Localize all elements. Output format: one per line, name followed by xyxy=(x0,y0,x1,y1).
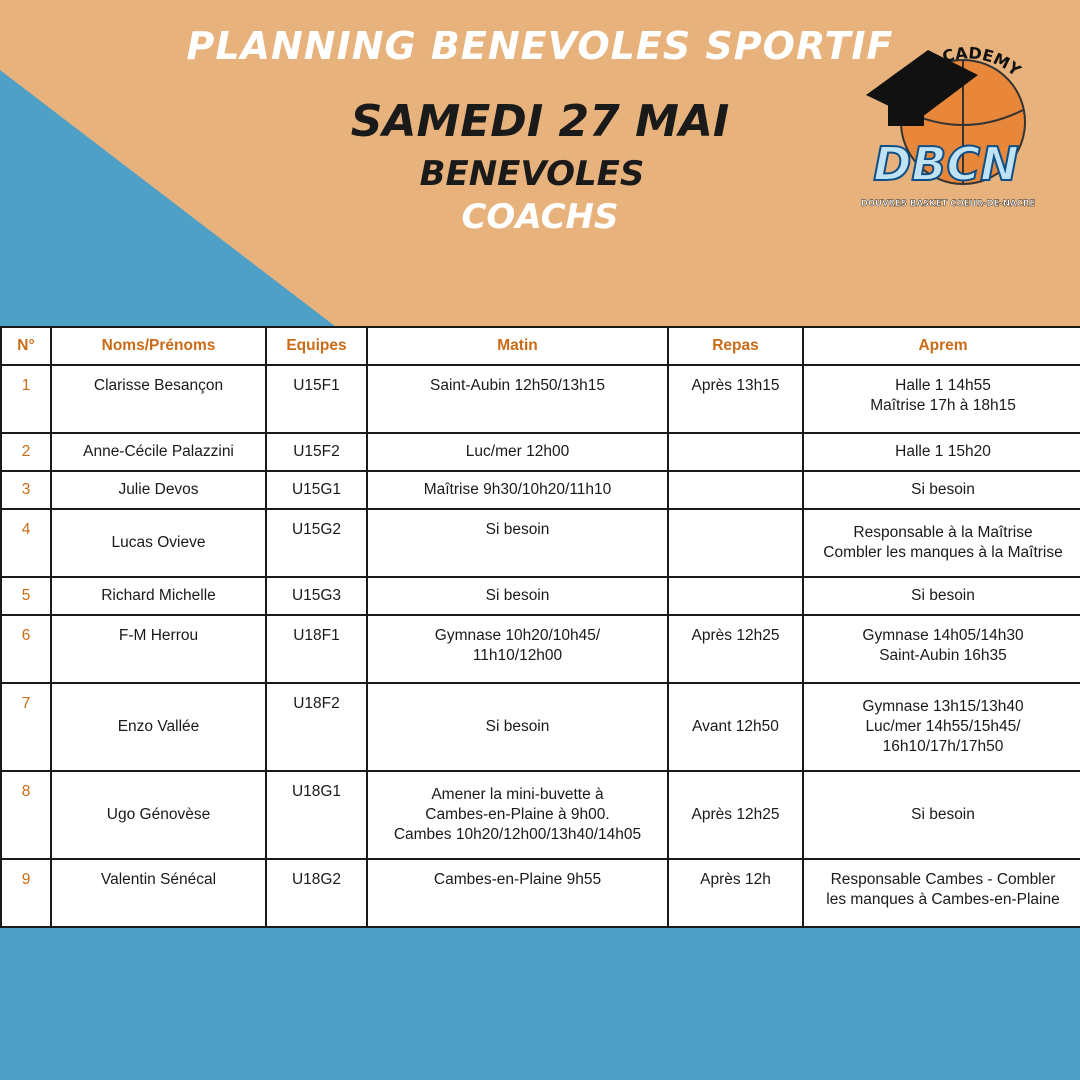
table-row xyxy=(1,859,1080,927)
row-afternoon xyxy=(803,683,1080,771)
row-number: 4 xyxy=(1,509,51,577)
row-number: 6 xyxy=(1,615,51,683)
table-row xyxy=(1,433,1080,471)
row-meal: Après 12h25 xyxy=(668,615,803,683)
row-morning xyxy=(367,471,668,509)
subtitle-benevoles: BENEVOLES xyxy=(419,154,645,194)
table-row xyxy=(1,615,1080,683)
table-row xyxy=(1,577,1080,615)
cell-line: Luc/mer 14h55/15h45/ xyxy=(865,718,1021,735)
row-team: U18G2 xyxy=(266,859,367,927)
row-afternoon xyxy=(803,471,1080,509)
row-morning xyxy=(367,683,668,771)
cell-line: les manques à Cambes-en-Plaine xyxy=(826,891,1060,908)
table-row xyxy=(1,509,1080,577)
header-afternoon: Aprem xyxy=(803,327,1080,365)
row-team: U18F1 xyxy=(266,615,367,683)
logo-bottom-text: DOUVRES BASKET COEUR-DE-NACRE xyxy=(860,199,1036,209)
volunteer-schedule-table xyxy=(0,326,1080,928)
cell-line: 16h10/17h/17h50 xyxy=(882,738,1004,755)
cell-line: Luc/mer 12h00 xyxy=(465,443,570,460)
svg-text:ACADEMY: ACADEMY xyxy=(926,43,1025,80)
row-number: 1 xyxy=(1,365,51,433)
row-name: Richard Michelle xyxy=(51,577,266,615)
cell-line: Gymnase 13h15/13h40 xyxy=(862,698,1024,715)
row-morning xyxy=(367,433,668,471)
table-row xyxy=(1,471,1080,509)
row-morning xyxy=(367,615,668,683)
row-number: 3 xyxy=(1,471,51,509)
row-team: U15F2 xyxy=(266,433,367,471)
row-team: U15G2 xyxy=(266,509,367,577)
cell-line: Si besoin xyxy=(911,806,975,823)
cell-line: Halle 1 15h20 xyxy=(895,443,991,460)
cell-line: Saint-Aubin 12h50/13h15 xyxy=(430,377,605,394)
row-number: 9 xyxy=(1,859,51,927)
row-team: U15F1 xyxy=(266,365,367,433)
row-afternoon xyxy=(803,615,1080,683)
row-meal xyxy=(668,433,803,471)
cell-line: Si besoin xyxy=(911,587,975,604)
row-number: 8 xyxy=(1,771,51,859)
row-team: U15G1 xyxy=(266,471,367,509)
table-header-row xyxy=(1,327,1080,365)
header-number: N° xyxy=(1,327,51,365)
row-name: Anne-Cécile Palazzini xyxy=(51,433,266,471)
cell-line: Saint-Aubin 16h35 xyxy=(879,647,1007,664)
row-morning xyxy=(367,577,668,615)
row-name: Julie Devos xyxy=(51,471,266,509)
cell-line: Si besoin xyxy=(911,481,975,498)
cell-line: Gymnase 14h05/14h30 xyxy=(862,627,1024,644)
row-name: Ugo Génovèse xyxy=(51,771,266,859)
table-row xyxy=(1,683,1080,771)
cell-line: Cambes-en-Plaine à 9h00. xyxy=(425,806,610,823)
cell-line: Cambes-en-Plaine 9h55 xyxy=(433,871,602,888)
row-meal: Après 12h25 xyxy=(668,771,803,859)
cell-line: Cambes 10h20/12h00/13h40/14h05 xyxy=(393,826,642,843)
row-morning xyxy=(367,771,668,859)
row-meal xyxy=(668,577,803,615)
row-afternoon xyxy=(803,365,1080,433)
cell-line: Maîtrise 9h30/10h20/11h10 xyxy=(423,481,612,498)
row-number: 5 xyxy=(1,577,51,615)
row-meal xyxy=(668,471,803,509)
row-afternoon xyxy=(803,859,1080,927)
cell-line: Combler les manques à la Maîtrise xyxy=(823,544,1063,561)
table-row xyxy=(1,771,1080,859)
row-team: U15G3 xyxy=(266,577,367,615)
row-meal xyxy=(668,509,803,577)
cell-line: 11h10/12h00 xyxy=(472,647,563,664)
event-date: SAMEDI 27 MAI xyxy=(350,96,730,147)
cell-line: Si besoin xyxy=(485,587,550,604)
dbcn-academy-logo xyxy=(858,40,1048,220)
header-meal: Repas xyxy=(668,327,803,365)
row-team: U18G1 xyxy=(266,771,367,859)
row-afternoon xyxy=(803,577,1080,615)
row-name: F-M Herrou xyxy=(51,615,266,683)
row-number: 7 xyxy=(1,683,51,771)
cell-line: Gymnase 10h20/10h45/ xyxy=(434,627,601,644)
row-name: Lucas Ovieve xyxy=(51,509,266,577)
page-title: PLANNING BENEVOLES SPORTIF xyxy=(186,24,894,68)
row-team: U18F2 xyxy=(266,683,367,771)
row-meal: Avant 12h50 xyxy=(668,683,803,771)
cell-line: Responsable Cambes - Combler xyxy=(830,871,1056,888)
row-morning xyxy=(367,509,668,577)
logo-main-text: DBCN xyxy=(873,137,1019,191)
table-row xyxy=(1,365,1080,433)
header-name: Noms/Prénoms xyxy=(51,327,266,365)
row-meal: Après 12h xyxy=(668,859,803,927)
row-name: Enzo Vallée xyxy=(51,683,266,771)
cell-line: Si besoin xyxy=(485,521,550,538)
row-name: Clarisse Besançon xyxy=(51,365,266,433)
cell-line: Halle 1 14h55 xyxy=(895,377,991,394)
header-morning: Matin xyxy=(367,327,668,365)
cell-line: Maîtrise 17h à 18h15 xyxy=(870,397,1016,414)
row-meal: Après 13h15 xyxy=(668,365,803,433)
row-name: Valentin Sénécal xyxy=(51,859,266,927)
row-afternoon xyxy=(803,509,1080,577)
cell-line: Amener la mini-buvette à xyxy=(431,786,604,803)
row-afternoon xyxy=(803,433,1080,471)
cell-line: Responsable à la Maîtrise xyxy=(853,524,1033,541)
row-afternoon xyxy=(803,771,1080,859)
header-team: Equipes xyxy=(266,327,367,365)
cell-line: Si besoin xyxy=(485,718,550,735)
row-number: 2 xyxy=(1,433,51,471)
row-morning xyxy=(367,859,668,927)
row-morning xyxy=(367,365,668,433)
subtitle-coachs: COACHS xyxy=(461,197,619,237)
